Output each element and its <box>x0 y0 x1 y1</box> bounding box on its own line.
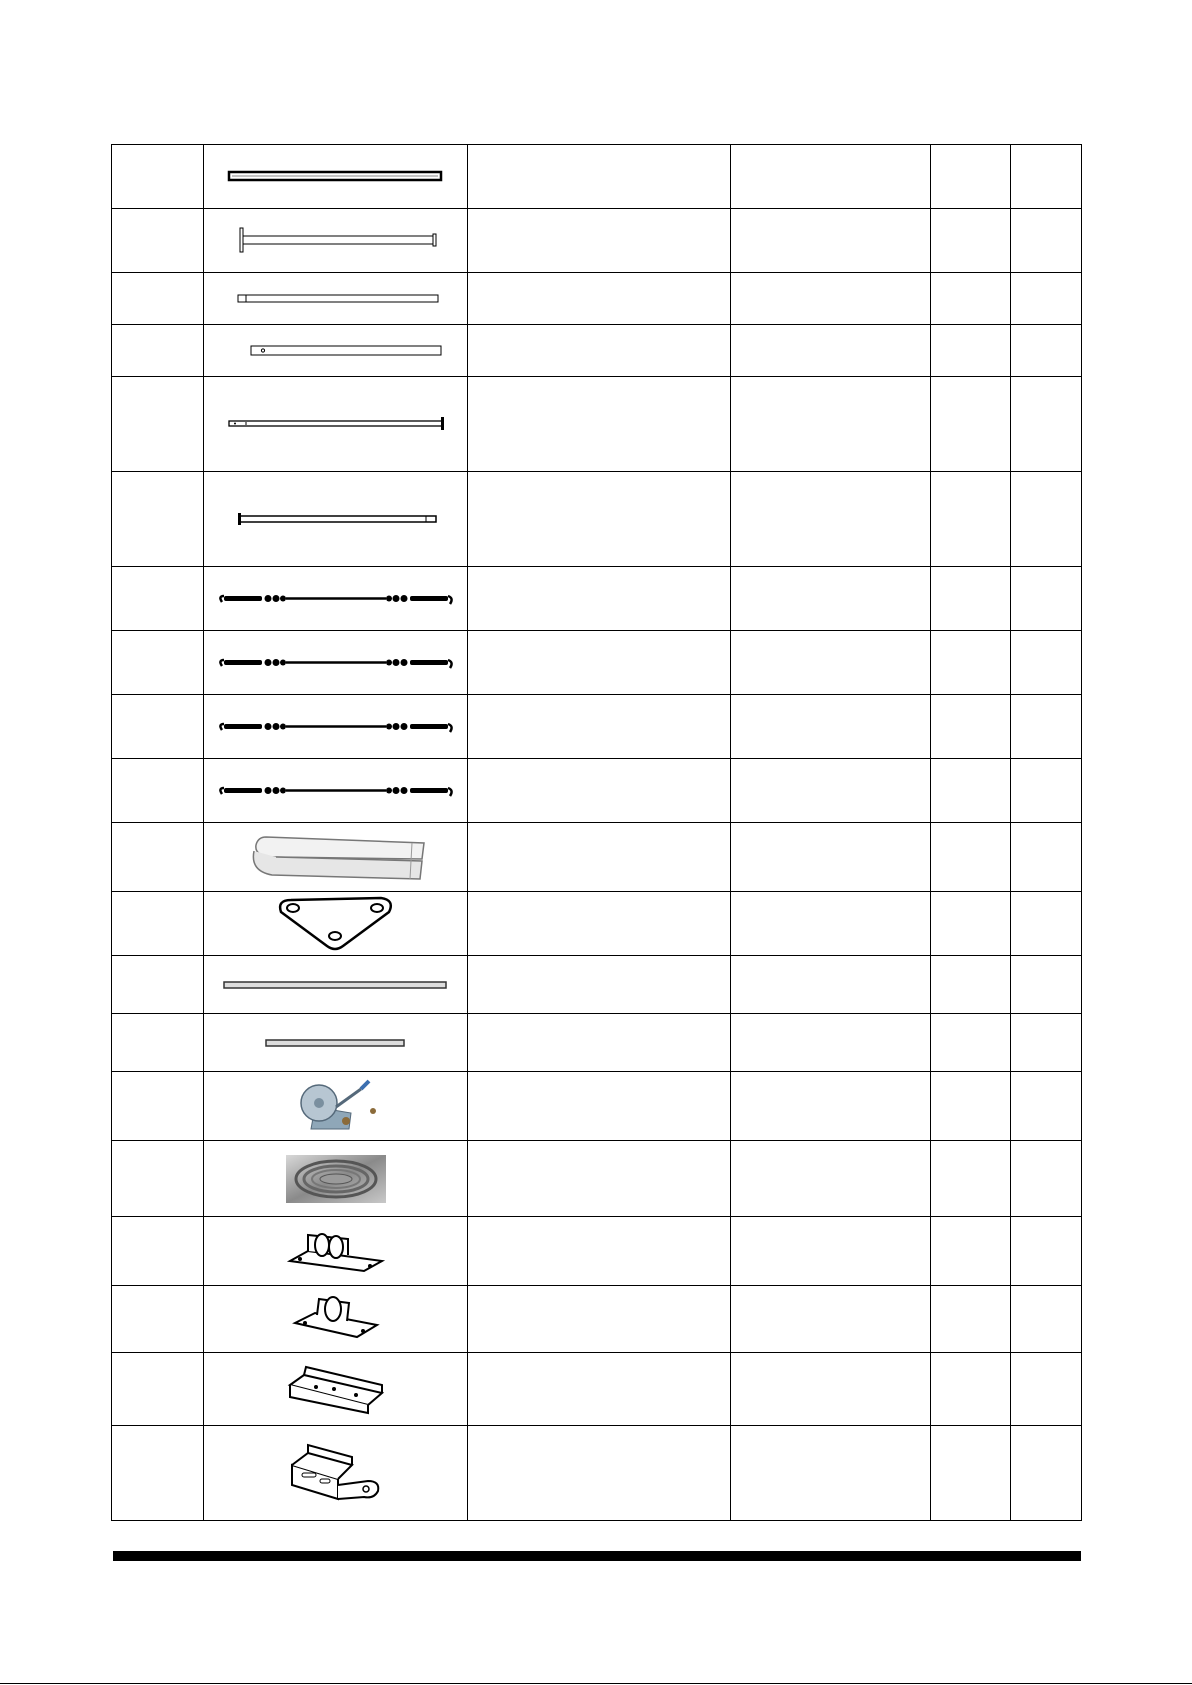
part-name-cell <box>468 472 731 567</box>
part-number-cell <box>112 377 204 472</box>
table-row <box>112 956 1082 1014</box>
part-image-cell <box>204 1353 468 1426</box>
part-name-cell <box>468 1217 731 1286</box>
part-qty-cell <box>931 472 1011 567</box>
table-row <box>112 472 1082 567</box>
part-image-cell <box>204 892 468 956</box>
part-number-cell <box>112 631 204 695</box>
part-check-cell <box>1011 892 1082 956</box>
part-check-cell <box>1011 631 1082 695</box>
table-row <box>112 892 1082 956</box>
part-check-cell <box>1011 1286 1082 1353</box>
single-pulley-bracket-icon <box>204 1293 467 1345</box>
part-spec-cell <box>731 1353 931 1426</box>
part-name-cell <box>468 325 731 377</box>
slim-bar-icon <box>204 291 467 307</box>
part-spec-cell <box>731 1014 931 1072</box>
part-spec-cell <box>731 472 931 567</box>
rod-with-end-plate-icon <box>204 224 467 258</box>
part-qty-cell <box>931 892 1011 956</box>
part-spec-cell <box>731 892 931 956</box>
pole-with-stoppers-icon <box>204 511 467 527</box>
table-row <box>112 759 1082 823</box>
parts-list-table <box>111 144 1082 1521</box>
turnbuckle-cable-icon <box>204 652 467 674</box>
table-row <box>112 695 1082 759</box>
part-qty-cell <box>931 823 1011 892</box>
table-row <box>112 273 1082 325</box>
part-qty-cell <box>931 1426 1011 1521</box>
part-number-cell <box>112 1426 204 1521</box>
part-spec-cell <box>731 325 931 377</box>
part-qty-cell <box>931 209 1011 273</box>
table-row <box>112 567 1082 631</box>
part-number-cell <box>112 1014 204 1072</box>
part-name-cell <box>468 1286 731 1353</box>
part-check-cell <box>1011 377 1082 472</box>
part-spec-cell <box>731 695 931 759</box>
part-qty-cell <box>931 1286 1011 1353</box>
part-qty-cell <box>931 1353 1011 1426</box>
part-name-cell <box>468 1014 731 1072</box>
part-number-cell <box>112 1217 204 1286</box>
part-number-cell <box>112 145 204 209</box>
part-name-cell <box>468 1353 731 1426</box>
table-row <box>112 1286 1082 1353</box>
part-check-cell <box>1011 823 1082 892</box>
part-spec-cell <box>731 1286 931 1353</box>
part-name-cell <box>468 209 731 273</box>
part-spec-cell <box>731 145 931 209</box>
part-image-cell <box>204 631 468 695</box>
part-number-cell <box>112 273 204 325</box>
part-image-cell <box>204 1141 468 1217</box>
part-spec-cell <box>731 1217 931 1286</box>
part-spec-cell <box>731 1072 931 1141</box>
part-name-cell <box>468 759 731 823</box>
table-row <box>112 1353 1082 1426</box>
part-name-cell <box>468 567 731 631</box>
table-row <box>112 209 1082 273</box>
part-number-cell <box>112 892 204 956</box>
u-channel-bracket-icon <box>204 1363 467 1415</box>
table-row <box>112 377 1082 472</box>
part-image-cell <box>204 567 468 631</box>
part-image-cell <box>204 1072 468 1141</box>
part-check-cell <box>1011 145 1082 209</box>
part-check-cell <box>1011 759 1082 823</box>
part-image-cell <box>204 823 468 892</box>
part-image-cell <box>204 145 468 209</box>
fabric-strap-icon <box>204 829 467 885</box>
part-check-cell <box>1011 1141 1082 1217</box>
part-check-cell <box>1011 1426 1082 1521</box>
part-check-cell <box>1011 273 1082 325</box>
part-image-cell <box>204 1014 468 1072</box>
part-number-cell <box>112 209 204 273</box>
part-qty-cell <box>931 631 1011 695</box>
bar-with-hole-icon <box>204 343 467 359</box>
part-check-cell <box>1011 956 1082 1014</box>
part-name-cell <box>468 1072 731 1141</box>
part-qty-cell <box>931 1014 1011 1072</box>
part-number-cell <box>112 956 204 1014</box>
part-check-cell <box>1011 325 1082 377</box>
part-qty-cell <box>931 956 1011 1014</box>
end-bracket-with-tab-icon <box>204 1441 467 1505</box>
turnbuckle-cable-icon <box>204 780 467 802</box>
hand-winch-icon <box>204 1077 467 1135</box>
part-qty-cell <box>931 1072 1011 1141</box>
double-pulley-bracket-icon <box>204 1225 467 1277</box>
part-qty-cell <box>931 273 1011 325</box>
part-image-cell <box>204 325 468 377</box>
part-name-cell <box>468 823 731 892</box>
part-name-cell <box>468 631 731 695</box>
part-number-cell <box>112 1353 204 1426</box>
part-image-cell <box>204 1426 468 1521</box>
part-check-cell <box>1011 1217 1082 1286</box>
part-qty-cell <box>931 759 1011 823</box>
triangle-plate-icon <box>204 894 467 954</box>
part-spec-cell <box>731 1426 931 1521</box>
part-qty-cell <box>931 567 1011 631</box>
turnbuckle-cable-icon <box>204 716 467 738</box>
table-row <box>112 1141 1082 1217</box>
table-row <box>112 1014 1082 1072</box>
page-bottom-line <box>0 1683 1192 1684</box>
part-qty-cell <box>931 145 1011 209</box>
part-check-cell <box>1011 209 1082 273</box>
part-spec-cell <box>731 209 931 273</box>
part-image-cell <box>204 377 468 472</box>
table-row <box>112 631 1082 695</box>
table-row <box>112 823 1082 892</box>
turnbuckle-cable-icon <box>204 588 467 610</box>
table-row <box>112 1426 1082 1521</box>
long-pole-with-caps-icon <box>204 414 467 434</box>
part-image-cell <box>204 209 468 273</box>
part-number-cell <box>112 325 204 377</box>
part-name-cell <box>468 377 731 472</box>
part-check-cell <box>1011 567 1082 631</box>
steel-wire-coil-icon <box>204 1155 467 1203</box>
part-name-cell <box>468 1426 731 1521</box>
part-spec-cell <box>731 631 931 695</box>
part-number-cell <box>112 1072 204 1141</box>
part-image-cell <box>204 695 468 759</box>
part-number-cell <box>112 823 204 892</box>
part-qty-cell <box>931 695 1011 759</box>
part-image-cell <box>204 1217 468 1286</box>
part-check-cell <box>1011 1353 1082 1426</box>
long-flat-tube-icon <box>204 167 467 187</box>
part-check-cell <box>1011 695 1082 759</box>
table-row <box>112 1217 1082 1286</box>
part-number-cell <box>112 1286 204 1353</box>
part-spec-cell <box>731 567 931 631</box>
part-check-cell <box>1011 1014 1082 1072</box>
part-number-cell <box>112 472 204 567</box>
table-row <box>112 1072 1082 1141</box>
part-number-cell <box>112 695 204 759</box>
part-name-cell <box>468 145 731 209</box>
part-image-cell <box>204 472 468 567</box>
table-row <box>112 145 1082 209</box>
part-name-cell <box>468 956 731 1014</box>
short-thin-rod-icon <box>204 1037 467 1049</box>
part-qty-cell <box>931 1217 1011 1286</box>
part-spec-cell <box>731 823 931 892</box>
part-name-cell <box>468 695 731 759</box>
part-qty-cell <box>931 325 1011 377</box>
part-number-cell <box>112 1141 204 1217</box>
part-check-cell <box>1011 1072 1082 1141</box>
part-number-cell <box>112 567 204 631</box>
table-row <box>112 325 1082 377</box>
part-image-cell <box>204 1286 468 1353</box>
part-spec-cell <box>731 1141 931 1217</box>
part-name-cell <box>468 273 731 325</box>
part-spec-cell <box>731 759 931 823</box>
part-name-cell <box>468 892 731 956</box>
part-image-cell <box>204 273 468 325</box>
part-image-cell <box>204 759 468 823</box>
part-image-cell <box>204 956 468 1014</box>
long-thin-rod-icon <box>204 979 467 991</box>
part-spec-cell <box>731 273 931 325</box>
part-qty-cell <box>931 377 1011 472</box>
part-spec-cell <box>731 377 931 472</box>
part-name-cell <box>468 1141 731 1217</box>
part-qty-cell <box>931 1141 1011 1217</box>
part-spec-cell <box>731 956 931 1014</box>
footer-rule <box>113 1551 1081 1561</box>
part-number-cell <box>112 759 204 823</box>
part-check-cell <box>1011 472 1082 567</box>
